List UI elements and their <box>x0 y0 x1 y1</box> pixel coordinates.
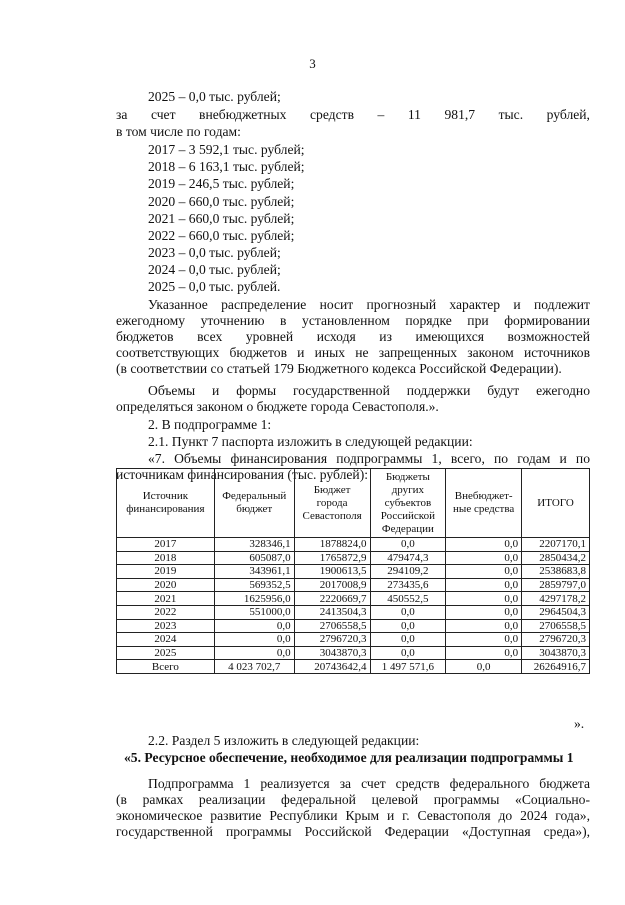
table-row: 2021 1625956,0 2220669,7 450552,5 0,0 4297178,2 <box>117 592 590 606</box>
table-total-row: Всего 4 023 702,7 20743642,4 1 497 571,6 0,0 26264916,7 <box>117 660 590 674</box>
year-line: 2023 – 0,0 тыс. рублей; <box>148 245 281 260</box>
item-2-2: 2.2. Раздел 5 изложить в следующей редакции: <box>148 733 420 748</box>
item-2: 2. В подпрограмме 1: <box>148 417 272 432</box>
year-line: 2017 – 3 592,1 тыс. рублей; <box>148 142 305 157</box>
paragraph-distribution: Указанное распределение носит прогнозный характер и подлежит ежегодному уточнению в установленном порядке при формировании бюджетов всех уровней исходя из имеющихся возможностей соответствующих бюджетов и иных не запрещенных законом источников (в соответствии со статьей 179 Бюджетного кодекса Российской Федерации). <box>116 297 590 376</box>
header-other-subjects: Бюджеты других субъектов Российской Федерации <box>370 469 446 538</box>
table-row: 2025 0,0 3043870,3 0,0 0,0 3043870,3 <box>117 646 590 660</box>
table-row: 2023 0,0 2706558,5 0,0 0,0 2706558,5 <box>117 619 590 633</box>
item-2-1: 2.1. Пункт 7 паспорта изложить в следующей редакции: <box>148 434 473 449</box>
header-total: ИТОГО <box>522 469 590 538</box>
header-offbudget: Внебюджет-ные средства <box>446 469 522 538</box>
table-row: 2017 328346,1 1878824,0 0,0 0,0 2207170,1 <box>117 538 590 552</box>
item-7-heading: «7. Объемы финансирования подпрограммы 1, всего, по годам и по источникам финансирования (тыс. рублей): <box>116 451 590 482</box>
section-5-heading: «5. Ресурсное обеспечение, необходимое для реализации подпрограммы 1 <box>124 750 574 765</box>
year-line: 2024 – 0,0 тыс. рублей; <box>148 262 281 277</box>
table-row: 2024 0,0 2796720,3 0,0 0,0 2796720,3 <box>117 633 590 647</box>
header-source: Источник финансирования <box>117 469 215 538</box>
table-row: 2020 569352,5 2017008,9 273435,6 0,0 2859797,0 <box>117 578 590 592</box>
table-close-quote: ». <box>574 716 585 731</box>
page-number: 3 <box>309 56 316 71</box>
paragraph-subprogram: Подпрограмма 1 реализуется за счет средств федерального бюджета (в рамках реализации федеральной целевой программы «Социально- экономическое развитие Республики Крым и г. Севастополя до 2024 года», государственной программы Российской Федерации «Доступная среда»), <box>116 776 590 839</box>
budget-line-2025: 2025 – 0,0 тыс. рублей; <box>148 89 281 104</box>
offbudget-intro-line: за счет внебюджетных средств – 11 981,7 тыс. рублей, <box>116 107 590 122</box>
year-line: 2025 – 0,0 тыс. рублей. <box>148 279 281 294</box>
table-row: 2022 551000,0 2413504,3 0,0 0,0 2964504,3 <box>117 605 590 619</box>
financing-table <box>116 468 590 674</box>
table-row: 2018 605087,0 1765872,9 479474,3 0,0 2850434,2 <box>117 551 590 565</box>
header-city: Бюджет города Севастополя <box>294 469 370 538</box>
year-line: 2020 – 660,0 тыс. рублей; <box>148 194 295 209</box>
year-line: 2019 – 246,5 тыс. рублей; <box>148 176 295 191</box>
header-federal: Федеральный бюджет <box>214 469 294 538</box>
year-line: 2018 – 6 163,1 тыс. рублей; <box>148 159 305 174</box>
table-row: 2019 343961,1 1900613,5 294109,2 0,0 2538683,8 <box>117 565 590 579</box>
year-line: 2021 – 660,0 тыс. рублей; <box>148 211 295 226</box>
offbudget-intro-line-2: в том числе по годам: <box>116 124 241 139</box>
table-header-row <box>117 469 590 538</box>
paragraph-support: Объемы и формы государственной поддержки будут ежегодно определяться законом о бюджете города Севастополя.». <box>116 383 590 414</box>
year-line: 2022 – 660,0 тыс. рублей; <box>148 228 295 243</box>
